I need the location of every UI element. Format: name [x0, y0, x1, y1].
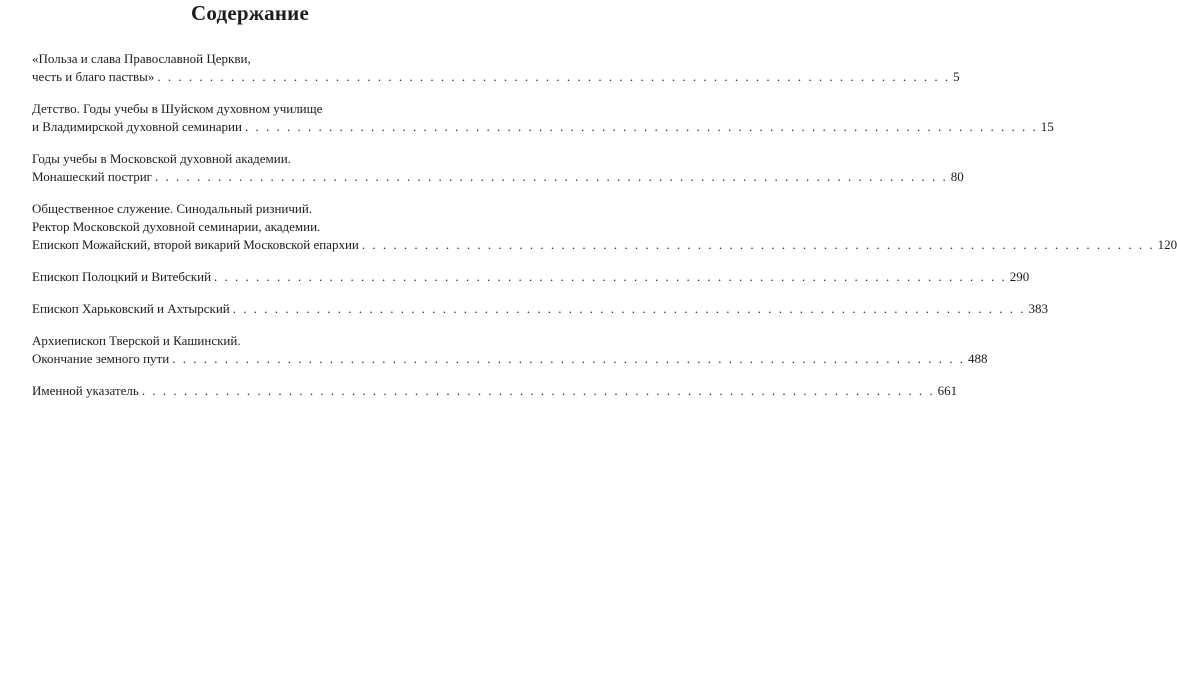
toc-entry-title: и Владимирской духовной семинарии [32, 119, 242, 134]
toc-entry-last-line [32, 268, 1030, 286]
toc-entry-line: Годы учебы в Московской духовной академии. [32, 151, 291, 166]
toc-page-number: 5 [953, 69, 960, 84]
dot-leader: . . . . . . . . . . . . . . . . . . . . . . . . . . . . . . . . . . . . . . . . . . . . . . . . . . . . . . . . . . . . . . . . . . . . . . . . . . . . [214, 269, 1007, 284]
toc-entry [32, 200, 1177, 254]
toc-entry-line: Ректор Московской духовной семинарии, академии. [32, 219, 321, 234]
toc-entry-title: Епископ Харьковский и Ахтырский [32, 301, 230, 316]
toc-entry [32, 50, 960, 86]
dot-leader: . . . . . . . . . . . . . . . . . . . . . . . . . . . . . . . . . . . . . . . . . . . . . . . . . . . . . . . . . . . . . . . . . . . . . . . . . . . . [361, 237, 1155, 252]
toc-entry-line: Общественное служение. Синодальный ризничий. [32, 201, 313, 216]
dot-leader: . . . . . . . . . . . . . . . . . . . . . . . . . . . . . . . . . . . . . . . . . . . . . . . . . . . . . . . . . . . . . . . . . . . . . . . . . . . . [244, 119, 1038, 134]
toc-entry-last-line [32, 118, 1054, 136]
toc-page-number: 488 [967, 351, 988, 366]
toc-page-number: 290 [1009, 269, 1030, 284]
toc-entry-last-line [32, 68, 960, 86]
toc-entry [32, 382, 958, 400]
toc-page-number: 80 [950, 169, 964, 184]
toc-entry-title: Именной указатель [32, 383, 139, 398]
toc-entry [32, 268, 1030, 286]
table-of-contents [32, 50, 1177, 414]
page-title: Содержание [191, 1, 309, 25]
dot-leader: . . . . . . . . . . . . . . . . . . . . . . . . . . . . . . . . . . . . . . . . . . . . . . . . . . . . . . . . . . . . . . . . . . . . . . . . . . . . [172, 351, 965, 366]
toc-entry-title: честь и благо паствы» [32, 69, 155, 84]
toc-entry-line: «Польза и слава Православной Церкви, [32, 51, 251, 66]
dot-leader: . . . . . . . . . . . . . . . . . . . . . . . . . . . . . . . . . . . . . . . . . . . . . . . . . . . . . . . . . . . . . . . . . . . . . . . . . . . . [232, 301, 1026, 316]
toc-entry-last-line [32, 168, 964, 186]
dot-leader: . . . . . . . . . . . . . . . . . . . . . . . . . . . . . . . . . . . . . . . . . . . . . . . . . . . . . . . . . . . . . . . . . . . . . . . . . . . . [157, 69, 951, 84]
toc-entry-last-line [32, 382, 958, 400]
toc-page-number: 15 [1040, 119, 1054, 134]
toc-entry-last-line [32, 350, 988, 368]
toc-page-number: 120 [1157, 237, 1177, 252]
toc-entry-title: Епископ Полоцкий и Витебский [32, 269, 212, 284]
toc-entry-title: Окончание земного пути [32, 351, 170, 366]
toc-page-number: 383 [1028, 301, 1048, 316]
toc-entry [32, 100, 1054, 136]
toc-entry-title: Епископ Можайский, второй викарий Московской епархии [32, 237, 359, 252]
toc-entry-last-line [32, 236, 1177, 254]
toc-entry-last-line [32, 300, 1048, 318]
toc-entry-title: Монашеский постриг [32, 169, 152, 184]
toc-entry-line: Детство. Годы учебы в Шуйском духовном училище [32, 101, 323, 116]
toc-entry [32, 300, 1048, 318]
toc-entry [32, 332, 988, 368]
dot-leader: . . . . . . . . . . . . . . . . . . . . . . . . . . . . . . . . . . . . . . . . . . . . . . . . . . . . . . . . . . . . . . . . . . . . . . . . . . . . [155, 169, 948, 184]
toc-page-number: 661 [937, 383, 958, 398]
toc-entry [32, 150, 964, 186]
toc-entry-line: Архиепископ Тверской и Кашинский. [32, 333, 241, 348]
dot-leader: . . . . . . . . . . . . . . . . . . . . . . . . . . . . . . . . . . . . . . . . . . . . . . . . . . . . . . . . . . . . . . . . . . . . . . . . . . . . [141, 383, 935, 398]
